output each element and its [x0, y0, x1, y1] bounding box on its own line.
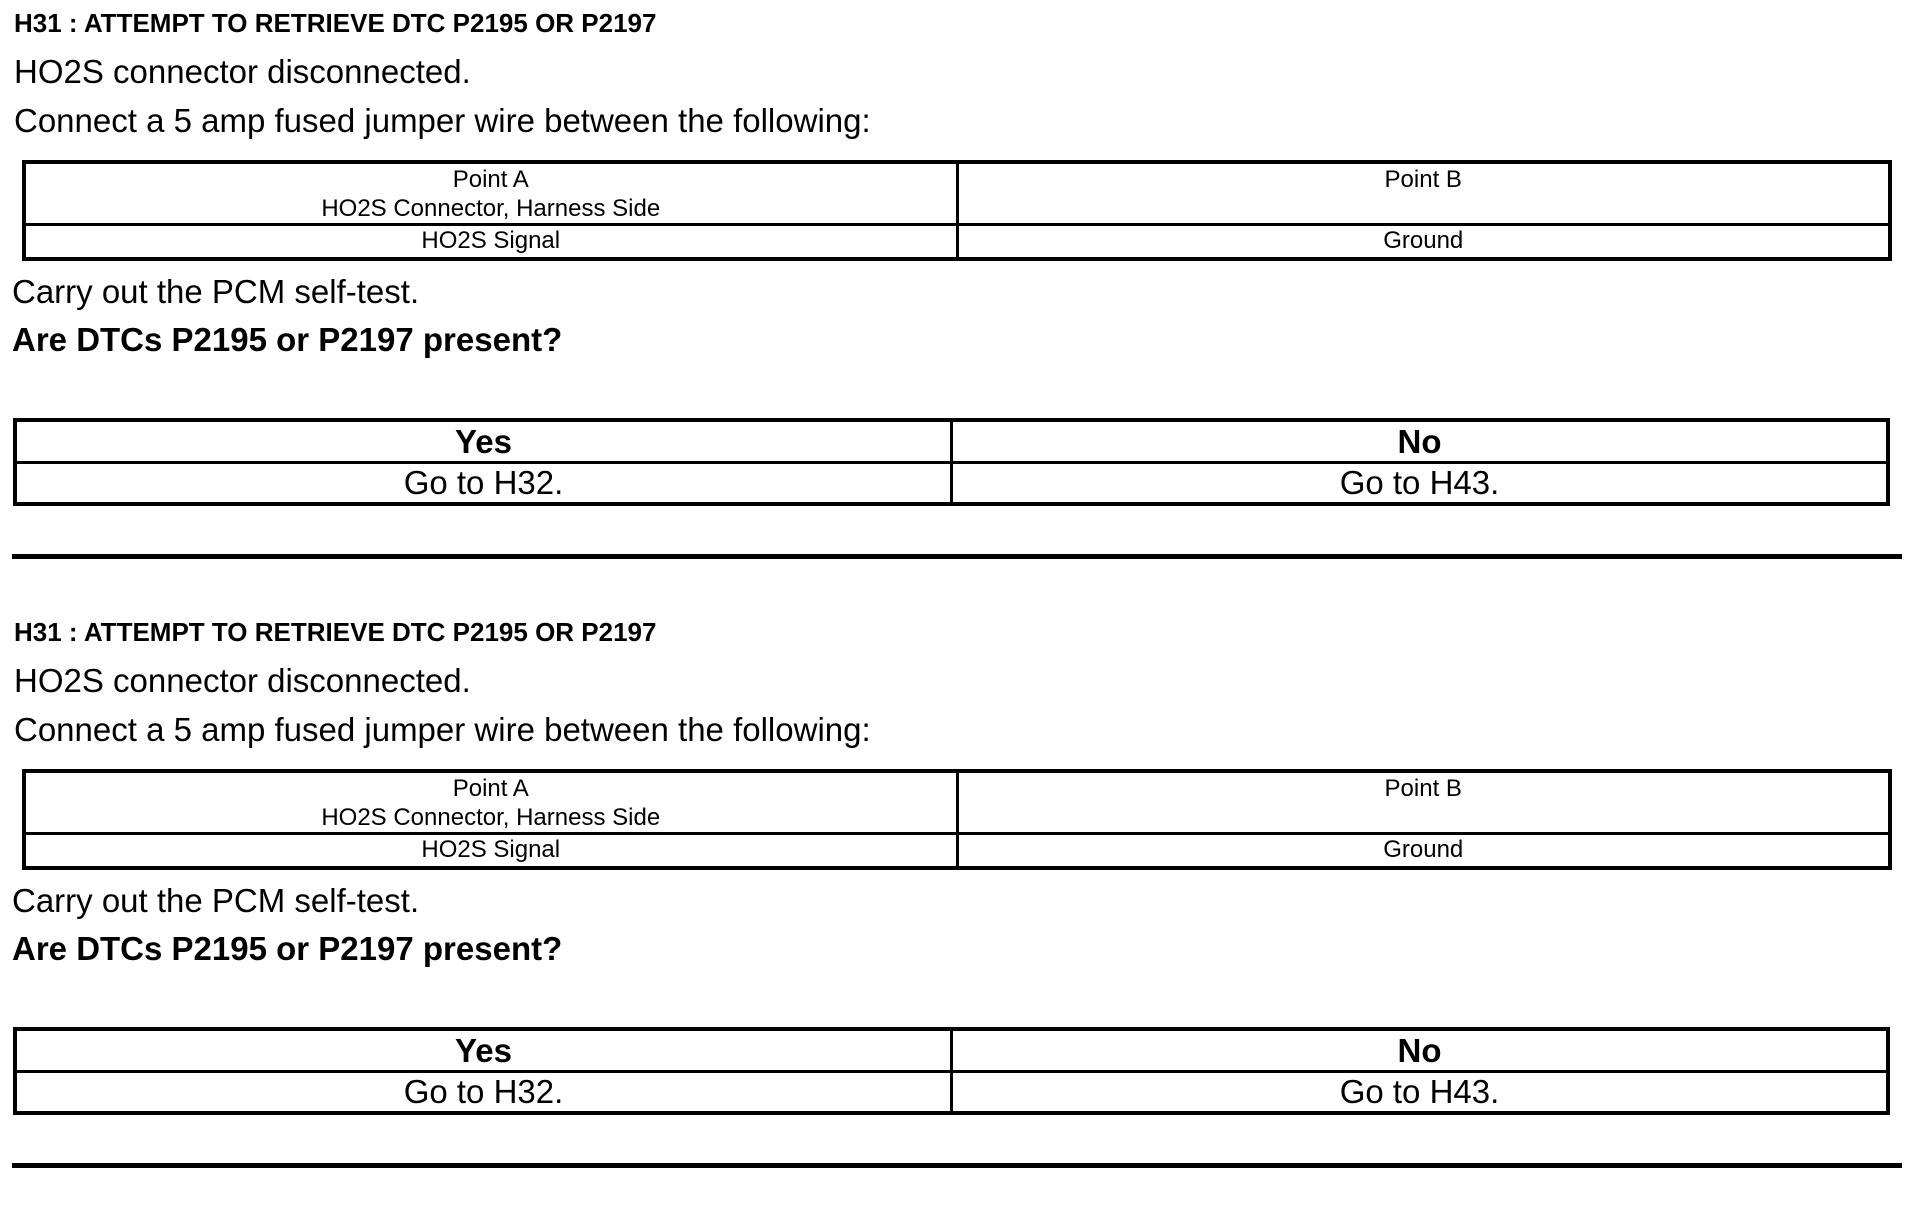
test-step	[0, 609, 1910, 1209]
point-a-header: Point A	[452, 166, 529, 193]
point-b-value: Ground	[957, 225, 1890, 260]
connection-table	[22, 769, 1892, 870]
no-action: Go to H43.	[952, 463, 1889, 505]
point-b-value: Ground	[957, 834, 1890, 869]
connection-table-row	[24, 225, 1890, 260]
point-b-header: Point B	[1384, 166, 1462, 193]
point-a-subheader: HO2S Connector, Harness Side	[321, 804, 661, 831]
section-divider	[12, 554, 1902, 559]
result-table-header-row	[15, 420, 1888, 463]
point-a-header-cell	[24, 162, 957, 225]
no-header: No	[952, 420, 1889, 463]
point-b-header-cell	[957, 771, 1890, 834]
step-condition: HO2S connector disconnected.	[14, 662, 471, 699]
point-a-header: Point A	[452, 775, 529, 802]
test-step	[0, 0, 1910, 600]
step-instruction: Connect a 5 amp fused jumper wire between the following:	[14, 711, 871, 748]
yes-header: Yes	[15, 420, 952, 463]
yes-header: Yes	[15, 1029, 952, 1072]
step-heading: H31 : ATTEMPT TO RETRIEVE DTC P2195 OR P2197	[14, 8, 657, 38]
point-a-subheader: HO2S Connector, Harness Side	[321, 195, 661, 222]
section-divider	[12, 1163, 1902, 1168]
result-table-header-row	[15, 1029, 1888, 1072]
step-question: Are DTCs P2195 or P2197 present?	[12, 930, 563, 967]
point-b-header-cell	[957, 162, 1890, 225]
step-action: Carry out the PCM self-test.	[12, 273, 420, 310]
result-table-row	[15, 1072, 1888, 1114]
point-a-header-cell	[24, 771, 957, 834]
point-b-header: Point B	[1384, 775, 1462, 802]
point-a-value: HO2S Signal	[24, 225, 957, 260]
no-action: Go to H43.	[952, 1072, 1889, 1114]
step-instruction: Connect a 5 amp fused jumper wire between the following:	[14, 102, 871, 139]
connection-table-header-row	[24, 771, 1890, 834]
step-action: Carry out the PCM self-test.	[12, 882, 420, 919]
connection-table	[22, 160, 1892, 261]
result-table	[13, 418, 1890, 506]
step-condition: HO2S connector disconnected.	[14, 53, 471, 90]
step-question: Are DTCs P2195 or P2197 present?	[12, 321, 563, 358]
yes-action: Go to H32.	[15, 463, 952, 505]
no-header: No	[952, 1029, 1889, 1072]
yes-action: Go to H32.	[15, 1072, 952, 1114]
step-heading: H31 : ATTEMPT TO RETRIEVE DTC P2195 OR P2197	[14, 617, 657, 647]
result-table-row	[15, 463, 1888, 505]
connection-table-row	[24, 834, 1890, 869]
connection-table-header-row	[24, 162, 1890, 225]
point-a-value: HO2S Signal	[24, 834, 957, 869]
result-table	[13, 1027, 1890, 1115]
